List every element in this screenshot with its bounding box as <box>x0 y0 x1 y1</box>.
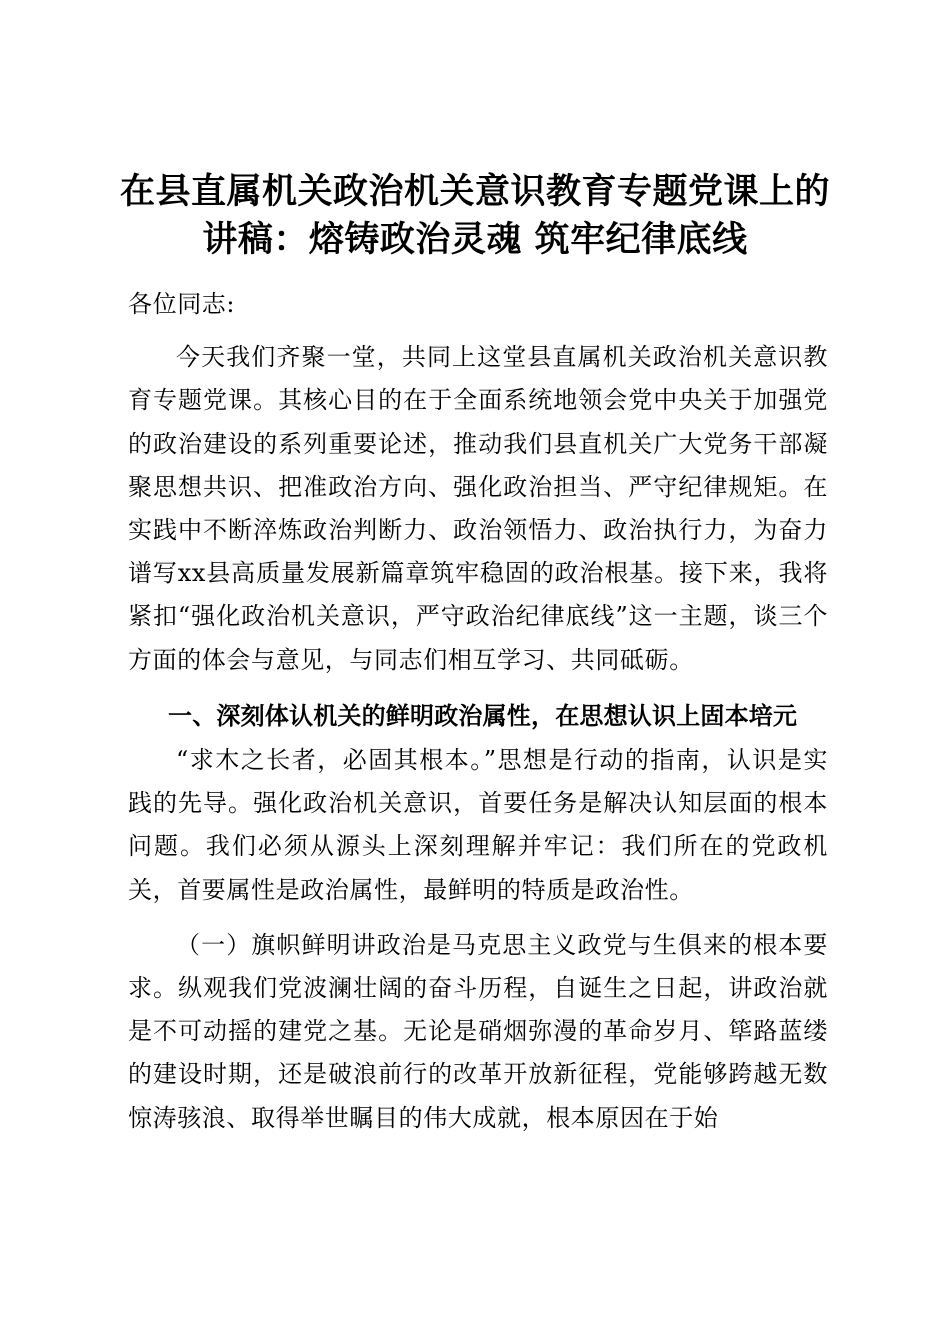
intro-paragraph: 今天我们齐聚一堂，共同上这堂县直属机关政治机关意识教育专题党课。其核心目的在于全面系统地领会党中央关于加强党的政治建设的系列重要论述，推动我们县直机关广大党务干部凝聚思想共识、把准政治方向、强化政治担当、严守纪律规矩。在实践中不断淬炼政治判断力、政治领悟力、政治执行力，为奋力谱写xx县高质量发展新篇章筑牢稳固的政治根基。接下来，我将紧扣“强化政治机关意识，严守政治纪律底线”这一主题，谈三个方面的体会与意见，与同志们相互学习、共同砥砺。 <box>128 343 828 674</box>
document-body <box>128 283 828 1140</box>
salutation: 各位同志: <box>128 290 236 318</box>
subsection-1-paragraph: （一）旗帜鲜明讲政治是马克思主义政党与生俱来的根本要求。纵观我们党波澜壮阔的奋斗历程，自诞生之日起，讲政治就是不可动摇的建党之基。无论是硝烟弥漫的革命岁月、筚路蓝缕的建设时期，还是破浪前行的改革开放新征程，党能够跨越无数惊涛骇浪、取得举世瞩目的伟大成就，根本原因在于始 <box>128 930 828 1132</box>
section-1-paragraph: “求木之长者，必固其根本。”思想是行动的指南，认识是实践的先导。强化政治机关意识，首要任务是解决认知层面的根本问题。我们必须从源头上深刻理解并牢记：我们所在的党政机关，首要属性是政治属性，最鲜明的特质是政治性。 <box>128 746 828 904</box>
section-1-heading: 一、深刻体认机关的鲜明政治属性，在思想认识上固本培元 <box>168 700 798 730</box>
title-line-1: 在县直属机关政治机关意识教育专题党课上的 <box>119 171 830 212</box>
title-line-2: 讲稿：熔铸政治灵魂 筑牢纪律底线 <box>202 219 748 260</box>
document-title <box>110 168 840 264</box>
